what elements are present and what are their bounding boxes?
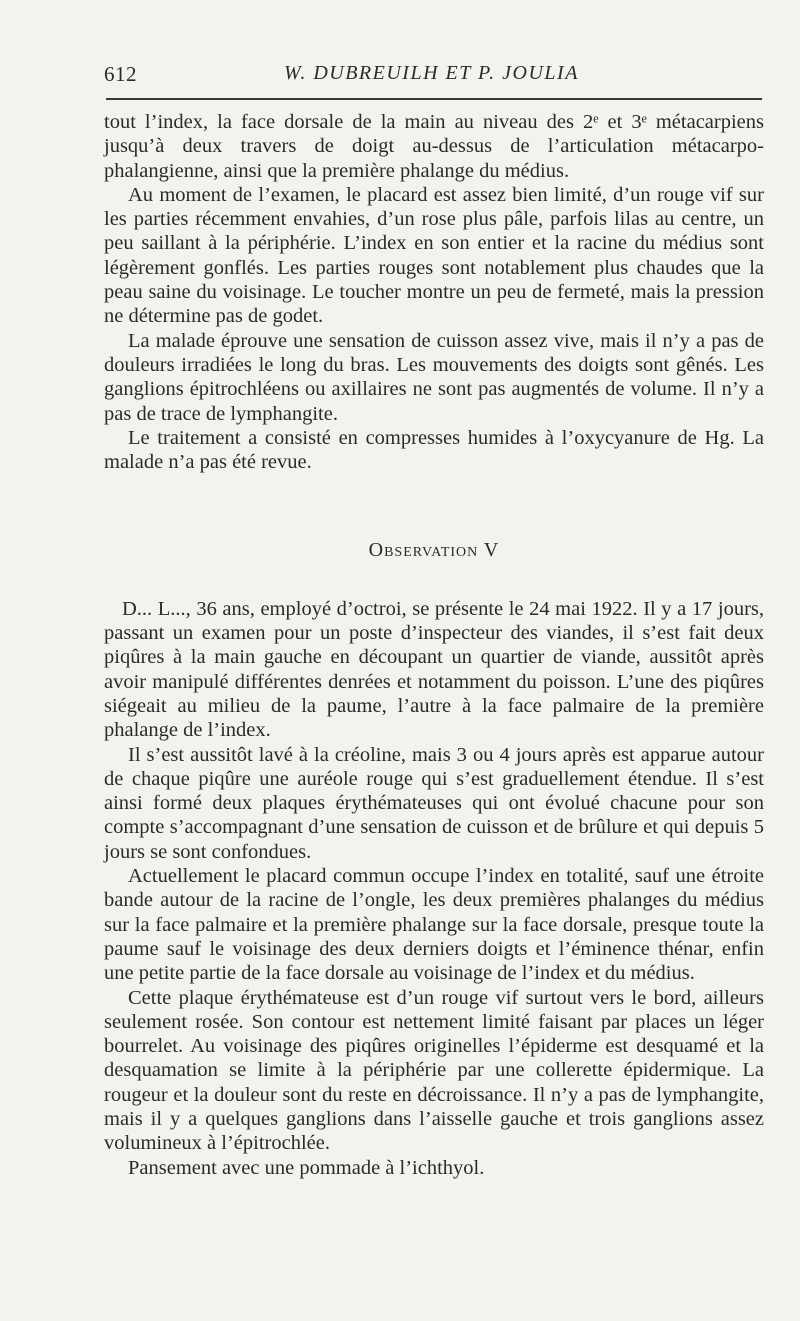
running-head [104,56,764,90]
section-heading: Observation V [368,539,500,562]
body-text [104,110,764,1180]
paragraph: Le traitement a consisté en compresses humides à l’oxycyanure de Hg. La malade n’a pas été revue. [104,426,764,474]
paragraph: La malade éprouve une sensation de cuisson assez vive, mais il n’y a pas de douleurs irradiées le long du bras. Les mouvements des doigts sont gênés. Les ganglions épitrochléens ou axillaires ne sont pas augmentés de volume. Il n’y a pas de trace de lymphangite. [104,329,764,425]
header-rule [106,98,762,100]
running-title: W. DUBREUILH ET P. JOULIA [284,62,579,84]
paragraph: Pansement avec une pommade à l’ichthyol. [128,1156,485,1179]
paragraph: Cette plaque érythémateuse est d’un rouge vif surtout vers le bord, ailleurs seulement rosée. Son contour est nettement limité faisant par places un léger bourrelet. Au voisinage des piqûres originelles l’épiderme est desquamé et la desquamation se limite à la périphérie par une collerette épidermique. La rougeur et la douleur sont du reste en décroissance. Il n’y a pas de lymphangite, mais il y a quelques ganglions dans l’aisselle gauche et trois ganglions assez volumineux à l’épitrochlée. [104,986,764,1155]
paragraph: Actuellement le placard commun occupe l’index en totalité, sauf une étroite bande autour de la racine de l’ongle, les deux premières phalanges du médius sur la face palmaire et la première phalange sur la face dorsale, presque toute la paume sauf le voisinage des deux derniers doigts et l’éminence thénar, enfin une petite partie de la face dorsale au voisinage de l’index et du médius. [104,865,764,985]
page-number: 612 [104,62,137,86]
paragraph: D... L..., 36 ans, employé d’octroi, se présente le 24 mai 1922. Il y a 17 jours, passant un examen pour un poste d’inspecteur des viandes, il s’est fait deux piqûres à la main gauche en découpant un quartier de viande, aussitôt après avoir manipulé différentes denrées et notamment du poisson. L’une des piqûres siégeait au milieu de la paume, l’autre à la face palmaire de la première phalange de l’index. [104,597,764,742]
paragraph-continuation: tout l’index, la face dorsale de la main au niveau des 2ᵉ et 3ᵉ métacarpiens jusqu’à deux travers de doigt au-dessus de l’articulation métacarpo-phalangienne, ainsi que la première phalange du médius. [104,111,764,182]
paragraph: Il s’est aussitôt lavé à la créoline, mais 3 ou 4 jours après est apparue autour de chaque piqûre une auréole rouge qui s’est graduellement étendue. Il s’est ainsi formé deux plaques érythémateuses qui ont évolué chacune pour son compte s’accompagnant d’une sensation de cuisson et de brûlure et qui depuis 5 jours se sont confondues. [104,743,764,863]
paragraph: Au moment de l’examen, le placard est assez bien limité, d’un rouge vif sur les parties récemment envahies, d’un rose plus pâle, parfois lilas au centre, un peu saillant à la périphérie. L’index en son entier et la racine du médius sont légèrement gonflés. Les parties rouges sont notablement plus chaudes que la peau saine du voisinage. Le toucher montre un peu de fermeté, mais la pression ne détermine pas de godet. [104,183,764,328]
